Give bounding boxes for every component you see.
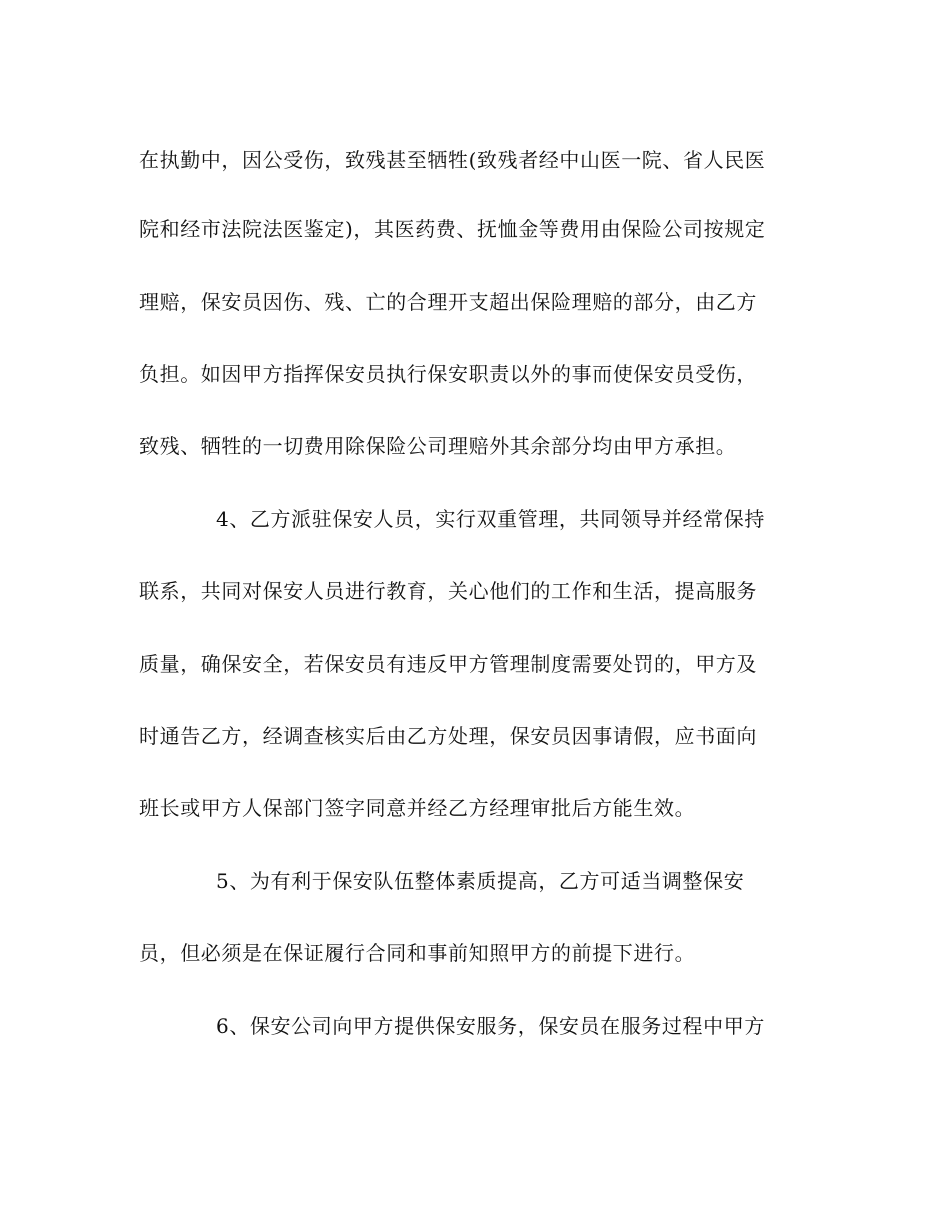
paragraph-5-start: 5、为有利于保安队伍整体素质提高，乙方可适当调整保安 <box>216 869 745 893</box>
text-line: 致残、牺牲的一切费用除保险公司理赔外其余部分均由甲方承担。 <box>139 434 737 458</box>
text-line: 时通告乙方，经调查核实后由乙方处理，保安员因事请假，应书面向 <box>139 724 757 748</box>
text-line: 班长或甲方人保部门签字同意并经乙方经理审批后方能生效。 <box>139 796 696 820</box>
text-line: 联系，共同对保安人员进行教育，关心他们的工作和生活，提高服务 <box>139 579 757 603</box>
text-line: 员，但必须是在保证履行合同和事前知照甲方的前提下进行。 <box>139 941 696 965</box>
text-line: 理赔，保安员因伤、残、亡的合理开支超出保险理赔的部分，由乙方 <box>139 290 757 314</box>
paragraph-6-start: 6、保安公司向甲方提供保安服务，保安员在服务过程中甲方 <box>216 1014 765 1038</box>
text-line: 质量，确保安全，若保安员有违反甲方管理制度需要处罚的，甲方及 <box>139 652 757 676</box>
text-line: 院和经市法院法医鉴定)，其医药费、抚恤金等费用由保险公司按规定 <box>139 217 766 241</box>
text-line: 负担。如因甲方指挥保安员执行保安职责以外的事而使保安员受伤， <box>139 362 757 386</box>
text-line: 在执勤中，因公受伤，致残甚至牺牲(致残者经中山医一院、省人民医 <box>139 148 766 172</box>
paragraph-4-start: 4、乙方派驻保安人员，实行双重管理，共同领导并经常保持 <box>216 507 765 531</box>
